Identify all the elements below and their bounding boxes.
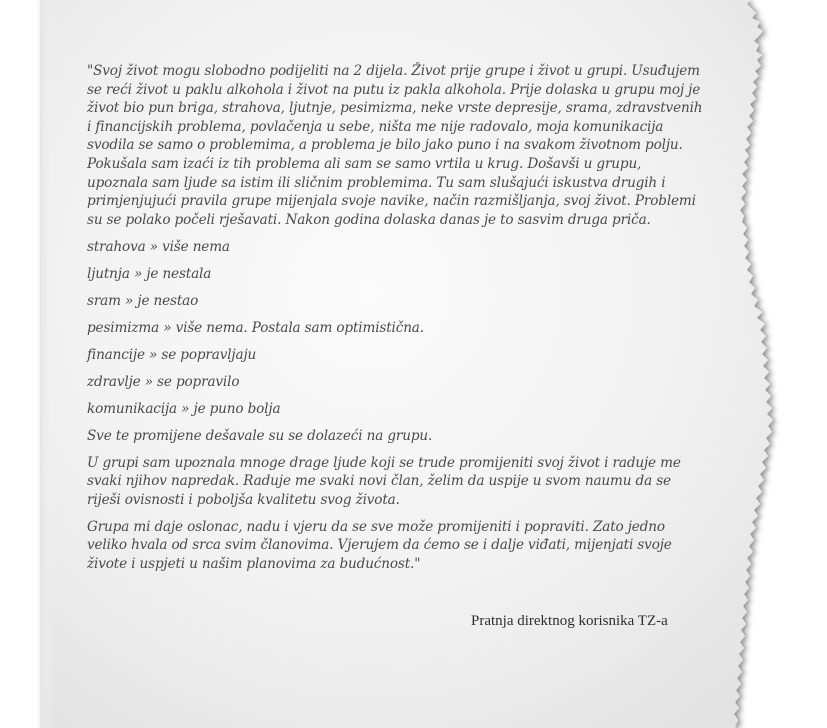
intro-paragraph: "Svoj život mogu slobodno podijeliti na 2 dijela. Život prije grupe i život u grupi. Usuđujem se reći život u paklu alkohola i život na putu iz pakla alkohola. Prije dolaska u grupu moj je život bio pun briga, strahova, ljutnje, pesimizma, neke vrste depresije, srama, zdravstvenih i financijskih problema, povlačenja u sebe, ništa me nije radovalo, moja komunikacija svodila se samo o problemima, a problema je bilo jako puno i na svakom životnom polju. Pokušala sam izaći iz tih problema ali sam se samo vrtila u krug. Došavši u grupu, upoznala sam ljude sa istim ili sličnim problemima. Tu sam slušajući iskustva drugih i primjenjujući pravila grupe mijenjala svoje navike, način razmišljanja, svoj život. Problemi su se polako počeli rješavati. Nakon godina dolaska danas je to sasvim druga priča. bbox=[87, 63, 703, 228]
change-item-health: zdravlje » se popravilo bbox=[87, 373, 240, 390]
change-item-finances: financije » se popravljaju bbox=[87, 346, 257, 363]
change-item-shame: sram » je nestao bbox=[87, 292, 199, 309]
change-item-communication: komunikacija » je puno bolja bbox=[87, 400, 281, 417]
change-item-pessimism: pesimizma » više nema. Postala sam optimistična. bbox=[87, 319, 424, 336]
change-item-fear: strahova » više nema bbox=[87, 238, 230, 255]
summary-line: Sve te promijene dešavale su se dolazeći na grupu. bbox=[87, 427, 433, 444]
signature: Pratnja direktnog korisnika TZ-a bbox=[471, 613, 668, 629]
closing-paragraph: Grupa mi daje oslonac, nadu i vjeru da se sve može promijeniti i popraviti. Zato jedno veliko hvala od srca svim članovima. Vjerujem da ćemo se i dalje viđati, mijenjati svoje živote i uspjeti u našim planovima za budućnost." bbox=[87, 518, 672, 572]
testimonial-text bbox=[87, 62, 703, 582]
group-paragraph: U grupi sam upoznala mnoge drage ljude koji se trude promijeniti svoj život i raduje me svaki njihov napredak. Raduje me svaki novi član, želim da uspije u svom naumu da se riješi ovisnosti i poboljša kvalitetu svog života. bbox=[87, 454, 681, 508]
change-item-anger: ljutnja » je nestala bbox=[87, 265, 212, 282]
